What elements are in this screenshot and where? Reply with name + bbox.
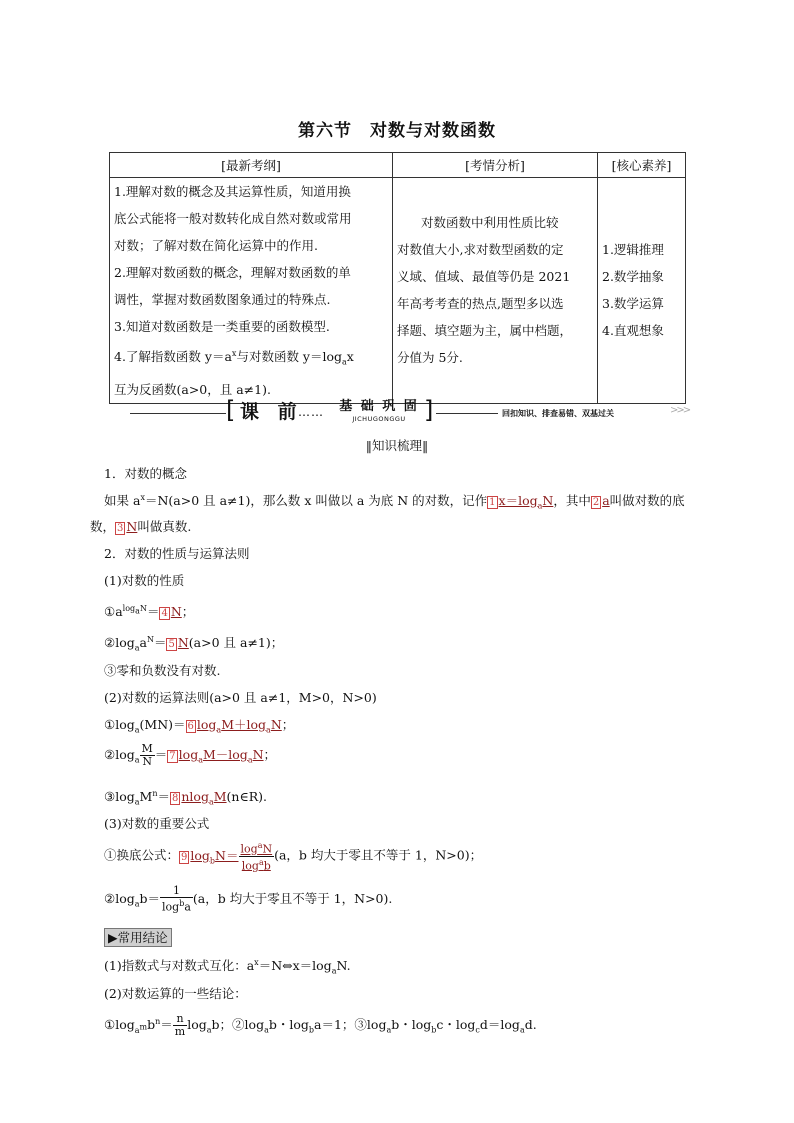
concept-line-2: 数， 3 N叫做真数. — [90, 519, 192, 534]
concept-line-1: 如果 $a^x=N(a>0$ 且 a≠1)，那么数 x 叫做以 a 为底 N 的对数，记作 1 $x=\log_aN$，其中 2 a叫做对数的底 — [104, 492, 685, 511]
sub-properties: (1)对数的性质 — [104, 573, 185, 588]
property-2: $②\log_aa^N= 5$ N(a>0 且 a≠1)； — [104, 634, 284, 653]
syllabus-line: 2.理解对数函数的概念，理解对数函数的单 — [114, 265, 351, 280]
banner-box — [226, 398, 436, 426]
analysis-line: 分值为 5分. — [397, 350, 463, 366]
rule-3: $③\log_aM^n= 8$ nlog$_a$M(n∈R). — [104, 788, 267, 807]
heading-rules: 2．对数的性质与运算法则 — [104, 546, 250, 561]
conclusion-tag: ▶常用结论 — [104, 928, 172, 947]
banner-bracket-right: ] — [424, 396, 434, 424]
syllabus-line: 对数；了解对数在简化运算中的作用. — [114, 238, 318, 253]
analysis-line: 对数函数中利用性质比较 — [421, 215, 559, 231]
banner-dots: …… — [298, 405, 324, 419]
rule-2: $②\log_a$ $\frac{M}{N}$ ＝ 7 $\log_aM-\log_aN$； — [104, 742, 277, 768]
header-analysis: [考情分析] — [393, 153, 598, 178]
banner-bracket-left: [ — [226, 396, 236, 424]
section-banner — [130, 398, 690, 428]
sub-formulas: (3)对数的重要公式 — [104, 816, 210, 831]
analysis-line: 年高考考查的热点,题型多以选 — [397, 296, 564, 312]
conclusion-1: (1)指数式与对数式互化：$a^x=N\Leftrightarrow x=\log_aN$. — [104, 957, 351, 976]
heading-concept: 1．对数的概念 — [104, 466, 187, 481]
banner-rule-left — [130, 413, 226, 414]
literacy-item: 2.数学抽象 — [602, 269, 664, 285]
property-1: $①a^{log_aN}= 4$ N； — [104, 603, 195, 619]
analysis-cell — [393, 178, 598, 404]
syllabus-line: 4.了解指数函数 $y=a^x$与对数函数 $y=\log_ax$ — [114, 349, 354, 367]
analysis-line: 义域、值域、最值等仍是 2021 — [397, 269, 571, 285]
literacy-item: 3.数学运算 — [602, 296, 664, 312]
exam-outline-table — [109, 152, 686, 404]
literacy-cell — [598, 178, 686, 404]
banner-pinyin: JICHUGONGGU — [352, 415, 406, 423]
literacy-item: 4.直观想象 — [602, 323, 664, 339]
analysis-line: 对数值大小,求对数型函数的定 — [397, 242, 564, 258]
banner-main: 课 前 — [240, 401, 303, 423]
banner-sub: 基 础 巩 固 — [339, 399, 419, 414]
banner-tail: 回扣知识、排查易错、双基过关 — [502, 408, 614, 418]
syllabus-line: 3.知道对数函数是一类重要的函数模型. — [114, 319, 330, 334]
rule-1: $①\log_a(MN)= 6$ $\log_aM+\log_aN$； — [104, 717, 295, 735]
conclusion-2: (2)对数运算的一些结论： — [104, 986, 247, 1001]
formula-change-base: ①换底公式： 9 $\log_bN=$ $\frac{\log^aN}{\log^ab}$ (a，b 均大于零且不等于 1，N>0)； — [104, 841, 483, 873]
sub-operations: (2)对数的运算法则(a>0 且 a≠1，M>0，N>0) — [104, 690, 377, 705]
syllabus-line: 1.理解对数的概念及其运算性质，知道用换 — [114, 184, 351, 199]
banner-rule-right — [436, 413, 498, 414]
section-subtitle: ‖知识梳理‖ — [365, 438, 429, 453]
literacy-item: 1.逻辑推理 — [602, 242, 664, 258]
analysis-line: 择题、填空题为主，属中档题， — [397, 323, 573, 339]
header-syllabus: [最新考纲] — [110, 153, 393, 178]
syllabus-cell — [110, 178, 393, 404]
syllabus-line: 底公式能将一般对数转化成自然对数或常用 — [114, 211, 352, 226]
formula-reciprocal: $②\log_ab=$ $\frac{1}{\log^ba}$ (a，b 均大于零且不等于 1，N>0). — [104, 884, 393, 914]
conclusion-3: $①\log_{a^m}b^n=$ $\frac{n}{m}$ $\log_ab$；$②\log_ab$・$\log_ba=1$；$③\log_ab$・$\log_bc$・$\log_cd=\log_ad$. — [104, 1012, 537, 1038]
syllabus-line: 互为反函数(a>0，且 a≠1). — [114, 381, 271, 397]
page-title: 第六节 对数与对数函数 — [298, 121, 496, 141]
property-3: ③零和负数没有对数. — [104, 663, 221, 678]
header-literacy: [核心素养] — [598, 153, 686, 178]
banner-arrows: >>> — [670, 405, 690, 416]
syllabus-line: 调性，掌握对数函数图象通过的特殊点. — [114, 292, 331, 307]
